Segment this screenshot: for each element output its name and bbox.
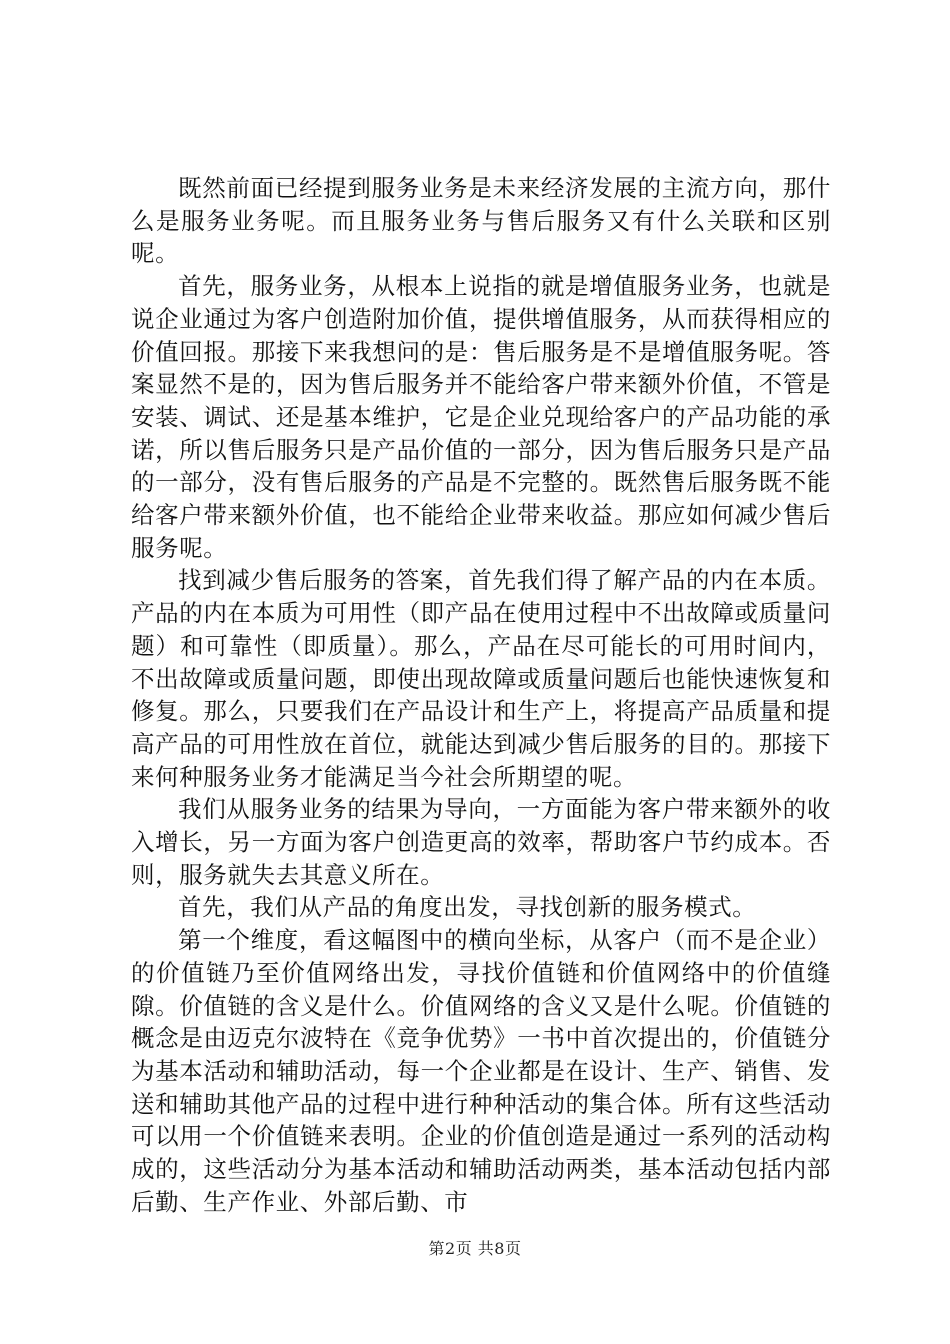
paragraph-5: 首先，我们从产品的角度出发，寻找创新的服务模式。: [178, 893, 757, 922]
document-body: [131, 172, 831, 1219]
page-footer: 第2页 共8页: [428, 1239, 522, 1258]
paragraph-4: 我们从服务业务的结果为导向，一方面能为客户带来额外的收入增长，另一方面为客户创造更高的效率，帮助客户节约成本。否则，服务就失去其意义所在。: [131, 795, 831, 889]
paragraph-3: 找到减少售后服务的答案，首先我们得了解产品的内在本质。产品的内在本质为可用性（即产品在使用过程中不出故障或质量问题）和可靠性（即质量）。那么，产品在尽可能长的可用时间内，不出故障或质量问题，即使出现故障或质量问题后也能快速恢复和修复。那么，只要我们在产品设计和生产上，将提高产品质量和提高产品的可用性放在首位，就能达到减少售后服务的目的。那接下来何种服务业务才能满足当今社会所期望的呢。: [131, 566, 831, 791]
paragraph-1: 既然前面已经提到服务业务是未来经济发展的主流方向，那什么是服务业务呢。而且服务业务与售后服务又有什么关联和区别呢。: [131, 174, 831, 268]
paragraph-2: 首先，服务业务，从根本上说指的就是增值服务业务，也就是说企业通过为客户创造附加价值，提供增值服务，从而获得相应的价值回报。那接下来我想问的是：售后服务是不是增值服务呢。答案显然不是的，因为售后服务并不能给客户带来额外价值，不管是安装、调试、还是基本维护，它是企业兑现给客户的产品功能的承诺，所以售后服务只是产品价值的一部分，因为售后服务只是产品的一部分，没有售后服务的产品是不完整的。既然售后服务既不能给客户带来额外价值，也不能给企业带来收益。那应如何减少售后服务呢。: [131, 272, 831, 562]
paragraph-6: 第一个维度，看这幅图中的横向坐标，从客户（而不是企业）的价值链乃至价值网络出发，寻找价值链和价值网络中的价值缝隙。价值链的含义是什么。价值网络的含义又是什么呢。价值链的概念是由迈克尔波特在《竞争优势》一书中首次提出的，价值链分为基本活动和辅助活动，每一个企业都是在设计、生产、销售、发送和辅助其他产品的过程中进行种种活动的集合体。所有这些活动可以用一个价值链来表明。企业的价值创造是通过一系列的活动构成的，这些活动分为基本活动和辅助活动两类，基本活动包括内部后勤、生产作业、外部后勤、市: [131, 926, 831, 1216]
